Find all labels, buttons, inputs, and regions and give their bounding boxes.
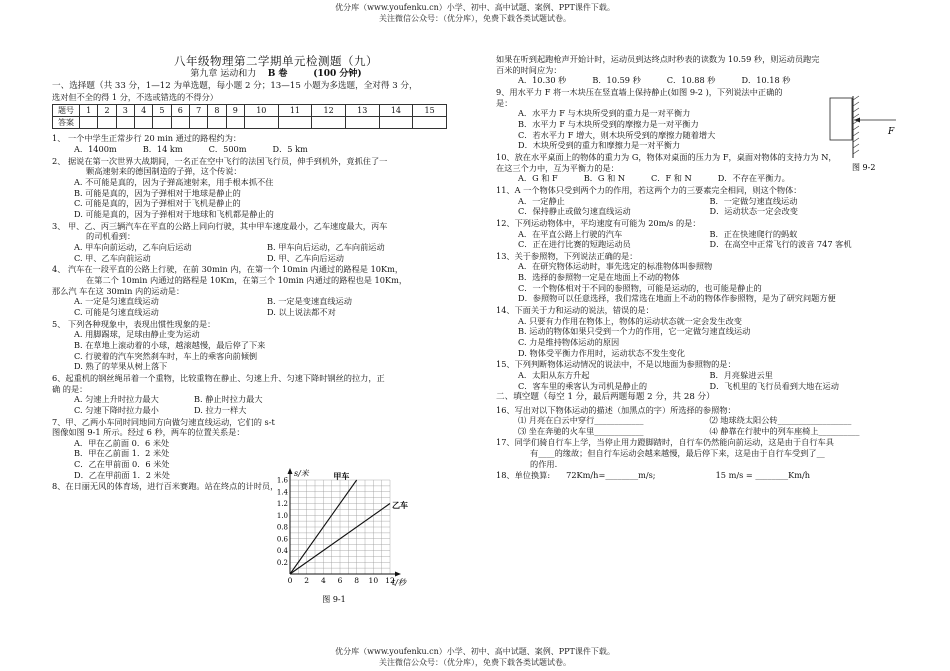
option: B. 运动的物体如果只受到一个力的作用，它一定做匀速直线运动 [518,326,751,337]
option: A. 不可能是真的，因为子弹高速射来，用手根本抓不住 [74,177,274,188]
question-8-cont-2: 百米的时间应为： [496,64,562,75]
figure-9-2-caption: 图 9-2 [852,163,876,172]
question-7: 7、甲、乙两小车同时同地同方向做匀速直线运动，它们的 s-t [52,416,275,427]
option: C．500m [208,144,247,155]
table-cell: 3 [116,105,134,117]
x-tick-label: 10 [368,576,379,585]
table-cell: 12 [312,105,346,117]
option: D．乙在甲前面 1．2 米处 [74,469,170,480]
question-10: 10、放在水平桌面上的物体的重力为 G，物体对桌面的压力为 F，桌面对物体的支持力为 N， [496,151,837,162]
option: A．一定静止 [518,195,565,206]
force-arrow-head [854,118,860,123]
answer-cell[interactable] [171,117,189,129]
left-column [52,54,460,492]
series-label-jia: 甲车 [333,470,350,481]
unit-conversion-a[interactable]: 72Km/h=________m/s; [566,470,656,481]
option: B．10.59 秒 [592,75,641,86]
volume-label: B 卷 [267,68,288,79]
fill-blank-item[interactable]: ⑶ 坐在奔驰的火车里____________ [518,425,644,436]
table-cell: 15 [413,105,447,117]
question-18 [496,470,901,481]
answer-cell[interactable] [379,117,413,129]
footer-line-1: 优分库（www.youfenku.cn）小学、初中、高中试题、案例、PPT课件下载。 [335,647,615,656]
option: A．1400m [74,144,117,155]
question-3-cont: 的司机看到： [86,231,136,242]
section1-heading-2: 选对但不全的得 1 分，不选或错选的不得分） [52,91,218,102]
exam-subtitle [92,69,460,81]
question-8: 8、在日丽无风的体育场，进行百米赛跑。站在终点的计时员， [52,481,279,492]
option: B. 甲车向后运动，乙车向前运动 [267,242,385,253]
x-tick-label: 8 [354,576,360,585]
table-cell: 4 [134,105,152,117]
table-cell: 10 [244,105,278,117]
fill-blank-item[interactable]: ⑷ 静靠在行驶中的列车座椅上__________ [709,425,860,436]
y-tick-label: 1.6 [276,476,288,485]
question-17-cont[interactable]: 有____的缘故；但自行车运动会越来越慢，最后停下来，这是由于自行车受到了__ [530,448,825,459]
question-11: 11、A 一个物体只受到两个力的作用，若这两个力的三要素完全相同，则这个物体： [496,184,802,195]
unit-conversion-b[interactable]: 15 m/s = ________Km/h [715,470,811,481]
figure-9-1-caption: 图 9-1 [322,595,346,604]
question-4-cont-2: 那么汽 车在这 30min 内的运动是： [52,285,185,296]
table-cell: 1 [80,105,98,117]
x-tick-label: 4 [320,576,326,585]
x-tick-label: 0 [287,576,293,585]
option: A. 甲车向前运动，乙车向后运动 [74,242,192,253]
st-graph [268,466,406,606]
x-tick-label: 12 [385,576,395,585]
option: C．一个物体相对于不同的参照物，可能是运动的，也可能是静止的 [518,282,762,293]
option: A．水平力 F 与木块所受到的重力是一对平衡力 [518,108,691,119]
question-17: 17、同学们骑自行车上学，当停止用力蹬脚踏时，自行车仍然能向前运动，这是由于自行车具 [496,437,834,448]
option: D．参照物可以任意选择，我们常选在地面上不动的物体作参照物，是为了研究问题方便 [518,293,836,304]
table-cell: 答案 [53,117,80,129]
option: B. 静止时拉力最大 [194,394,263,405]
y-axis-label: s/米 [294,469,309,478]
site-header [0,2,950,24]
answer-cell[interactable] [208,117,226,129]
option: C．正在进行比赛的短跑运动员 [518,239,631,250]
option: D．5 km [272,144,308,155]
question-8-cont: 如果在听到起跑枪声开始计时，运动员到达终点时秒表的读数为 10.59 秒，则运动员跑完 [496,54,820,64]
option: A．10.30 秒 [518,75,567,86]
question-16: 16、写出对以下物体运动的描述（加黑点的字）所选择的参照物： [496,404,736,415]
option: C. 甲、乙车向前运动 [74,252,151,263]
duration-label: (100 分钟) [313,68,362,79]
option: C. 可能是真的，因为子弹相对于飞机是静止的 [74,198,241,209]
answer-cell[interactable] [153,117,171,129]
answer-cell[interactable] [98,117,116,129]
x-tick-label: 6 [337,576,343,585]
answer-table-answer-row [53,117,447,129]
header-line-1: 优分库（www.youfenku.cn）小学、初中、高中试题、案例、PPT课件下载。 [335,3,615,12]
question-9: 9、用水平力 F 将一木块压在竖直墙上保持静止(如图 9-2 )，下列说法中正确的 [496,86,783,97]
table-cell: 8 [208,105,226,117]
question-12-options [496,229,901,250]
question-1: 1、 一个中学生正常步行 20 min 通过的路程约为： [52,133,242,144]
y-tick-label: 0.2 [276,558,288,567]
question-4-cont: 在第二个 10min 内通过的路程是 10Km，在第三个 10min 内通过的路程也是 10Km， [86,274,408,285]
x-axis-arrow [395,572,401,577]
x-tick-label: 2 [304,576,310,585]
option: B．月亮躲进云里 [709,370,773,381]
table-cell: 13 [345,105,379,117]
question-9-cont: 是： [496,97,513,108]
block-shape [830,98,852,140]
y-tick-label: 0.4 [276,547,288,555]
option: A．在平直公路上行驶的汽车 [518,228,623,239]
option: D．运动状态一定会改变 [709,206,798,217]
option: A. 用脚踢球，足球由静止变为运动 [74,329,200,340]
table-cell: 9 [226,105,244,117]
answer-table [52,104,447,129]
option: B．选择的参照物一定是在地面上不动的物体 [518,272,680,283]
table-cell: 6 [171,105,189,117]
question-6-cont: 确 的是： [52,383,88,394]
question-15-options [496,370,901,391]
question-18-label: 18、单位换算: [496,470,551,481]
option: C. 力是维持物体运动的原因 [518,337,620,348]
option: D. 物体受平衡力作用时，运动状态不发生变化 [518,347,686,358]
question-3: 3、 甲、乙、丙三辆汽车在平直的公路上同向行驶，其中甲车速度最小，乙车速度最大，丙车 [52,220,388,231]
answer-cell[interactable] [413,117,447,129]
option: C．乙在甲前面 0．6 米处 [74,459,170,470]
y-tick-label: 1.0 [276,511,288,520]
option: A. 只要有力作用在物体上，物体的运动状态就一定会发生改变 [518,315,742,326]
option: C．若水平力 F 增大，则木块所受到的摩擦力随着增大 [518,129,716,140]
fill-blank-item[interactable]: ⑴ 月亮在白云中穿行____________ [518,415,644,426]
y-axis-arrow [288,468,293,474]
figure-9-1 [268,466,406,606]
answer-cell[interactable] [244,117,278,129]
option: D. 以上说法都不对 [267,306,336,317]
table-cell: 5 [153,105,171,117]
section2-heading: 二、填空题（每空 1 分，最后两题每题 2 分，共 28 分） [496,392,715,403]
answer-table-header-row [53,105,447,117]
question-5: 5、 下列各种现象中，表现出惯性现象的是： [52,318,216,329]
option: A．太阳从东方升起 [518,370,590,381]
option: D．飞机里的飞行员看到大地在运动 [709,380,839,391]
table-cell: 11 [278,105,312,117]
option: A．甲在乙前面 0．6 米处 [74,437,170,448]
y-tick-label: 0.6 [276,535,288,544]
option: D．木块所受到的重力和摩擦力是一对平衡力 [518,140,681,151]
option: D. 拉力一样大 [194,404,247,415]
option: B．水平力 F 与木块所受到的摩擦力是一对平衡力 [518,118,699,129]
answer-cell[interactable] [80,117,98,129]
answer-cell[interactable] [312,117,346,129]
option: B．正在快速爬行的蚂蚁 [709,228,798,239]
question-4: 4、 汽车在一段平直的公路上行驶，在前 30min 内，在第一个 10min 内通过的路程是 10Km， [52,264,404,275]
option: D. 甲、乙车向后运动 [267,252,344,263]
question-10-cont: 在这三个力中，互为平衡力的是： [496,162,619,173]
answer-cell[interactable] [189,117,207,129]
chapter-label: 第九章 运动和力 [190,68,257,79]
answer-cell[interactable] [278,117,312,129]
option: A. 匀速上升时拉力最大 [74,394,159,405]
option: D．在高空中正常飞行的波音 747 客机 [709,239,852,250]
answer-cell[interactable] [116,117,134,129]
wall-hatch [853,96,859,154]
option: D．10.18 秒 [741,75,791,86]
option: C．客车里的乘客认为司机是静止的 [518,380,648,391]
answer-cell[interactable] [345,117,379,129]
question-15: 15、下列判断物体运动情况的说法中，不是以地面为参照物的是： [496,359,736,370]
option: B. 一定是变速直线运动 [267,296,352,307]
y-tick-label: 0.8 [276,523,288,532]
wall-block-diagram [822,96,902,186]
question-7-cont: 图像如图 9-1 所示。经过 6 秒，两车的位置关系是： [52,427,245,438]
y-tick-label: 1.2 [276,500,288,508]
question-16-items [496,415,901,436]
table-cell: 题号 [53,105,80,117]
question-17-cont-2: 的作用. [530,458,558,469]
option: B．一定做匀速直线运动 [709,195,798,206]
question-8-options [496,75,901,86]
table-cell: 2 [98,105,116,117]
question-12: 12、下列运动物体中，平均速度有可能为 20m/s 的是： [496,217,701,228]
question-6: 6、起重机的钢丝绳吊着一个重物，比较重物在静止、匀速上升、匀速下降时钢丝的拉力，正 [52,372,385,383]
option: C. 行驶着的汽车突然刹车时，车上的乘客向前倾倒 [74,350,258,361]
option: A．G 和 F [518,173,558,184]
fill-blank-item[interactable]: ⑵ 地球绕太阳公转__________________ [709,415,852,426]
y-tick-label: 1.4 [276,488,288,497]
question-11-options [496,196,901,217]
option: B．14 km [142,144,183,155]
option: B．甲在乙前面 1．2 米处 [74,448,170,459]
force-label: F [888,127,895,137]
x-axis-label: t/秒 [392,578,406,587]
question-6-options [52,394,314,415]
option: B. 可能是真的，因为子弹相对于地球是静止的 [74,187,241,198]
option: D. 熟了的苹果从树上落下 [74,361,168,372]
question-2-cont: 颗高速射来的德国制造的子弹，这个传说： [86,166,242,177]
header-line-2: 关注微信公众号：（优分库），免费下载各类试题试卷。 [379,14,571,23]
section1-heading: 一、选择题（共 33 分，1—12 为单选题，每小题 2 分；13—15 小题为多选题，全对得 3 分， [52,80,418,91]
option: D. 可能是真的，因为子弹相对于地球和飞机都是静止的 [74,209,274,220]
option: B. 在草地上滚动着的小球，越滚越慢，最后停了下来 [74,339,266,350]
option: C. 匀速下降时拉力最小 [74,404,159,415]
site-footer [0,646,950,668]
option: B．G 和 N [583,173,626,184]
question-4-options [52,296,460,317]
series-label-yi: 乙车 [392,500,408,511]
table-cell: 14 [379,105,413,117]
question-14: 14、下面关于力和运动的说法，错误的是： [496,305,654,316]
table-cell: 7 [189,105,207,117]
answer-cell[interactable] [226,117,244,129]
footer-line-2: 关注微信公众号：（优分库），免费下载各类试题试卷。 [379,658,571,667]
question-1-options [52,144,460,155]
option: D．不存在平衡力。 [717,173,790,184]
figure-9-2 [822,96,902,186]
option: A．在研究物体运动时，事先选定的标准物体叫参照物 [518,261,713,272]
option: C．F 和 N [651,173,692,184]
question-2: 2、 据说在第一次世界大战期间，一名正在空中飞行的法国飞行员，伸手到机外，竟抓住了一 [52,155,388,166]
option: C. 可能是匀速直线运动 [74,306,159,317]
option: C．保持静止或做匀速直线运动 [518,206,631,217]
exam-title: 八年级物理第二学期单元检测题（九） [174,54,378,68]
option: C．10.88 秒 [666,75,716,86]
question-13: 13、关于参照物，下列说法正确的是： [496,250,638,261]
answer-cell[interactable] [134,117,152,129]
question-3-options [52,242,460,263]
option: A. 一定是匀速直线运动 [74,296,159,307]
